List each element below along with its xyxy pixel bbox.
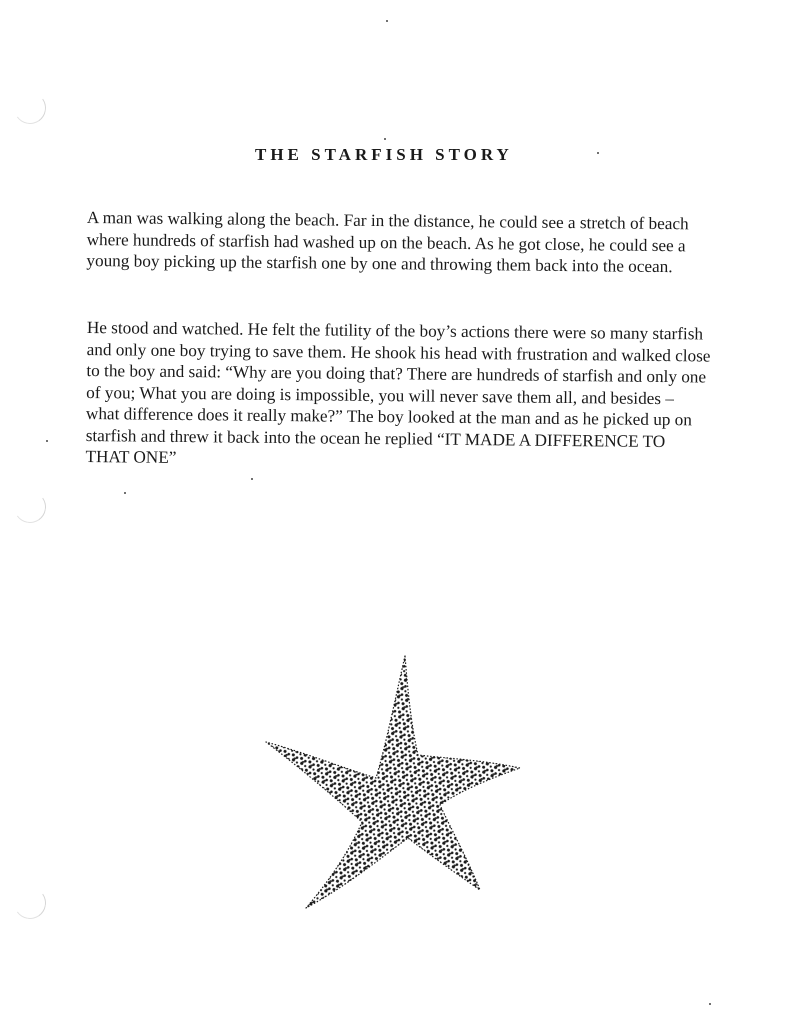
scan-speck: [124, 492, 126, 494]
scan-speck: [709, 1003, 711, 1005]
scan-speck: [46, 440, 48, 442]
punch-hole-bottom: [11, 884, 48, 921]
scan-speck: [386, 20, 388, 22]
story-paragraph-2: He stood and watched. He felt the futility of the boy’s actions there were so many starfish and only one boy trying to save them. He shook his head with frustration and walked close to the boy and said: “Why are you doing that? There are hundreds of starfish and only one of you; What you are doing is impossible, you will never save them all, and besides – what difference does it really make?” The boy looked at the man and as he picked up on starfish and threw it back into the ocean he replied “IT MADE A DIFFERENCE TO THAT ONE”: [85, 317, 711, 467]
scan-speck: [251, 478, 253, 480]
story-paragraph-1: A man was walking along the beach. Far in the distance, he could see a stretch of beach where hundreds of starfish had washed up on the beach. As he got close, he could see a young boy picking up the starfish one by one and throwing them back into the ocean.: [86, 207, 689, 277]
scan-speck: [597, 152, 599, 154]
scan-speck: [384, 138, 386, 140]
punch-hole-top: [11, 89, 48, 126]
punch-hole-middle: [11, 488, 48, 525]
starfish-icon: [258, 650, 528, 915]
document-title: THE STARFISH STORY: [255, 145, 513, 164]
